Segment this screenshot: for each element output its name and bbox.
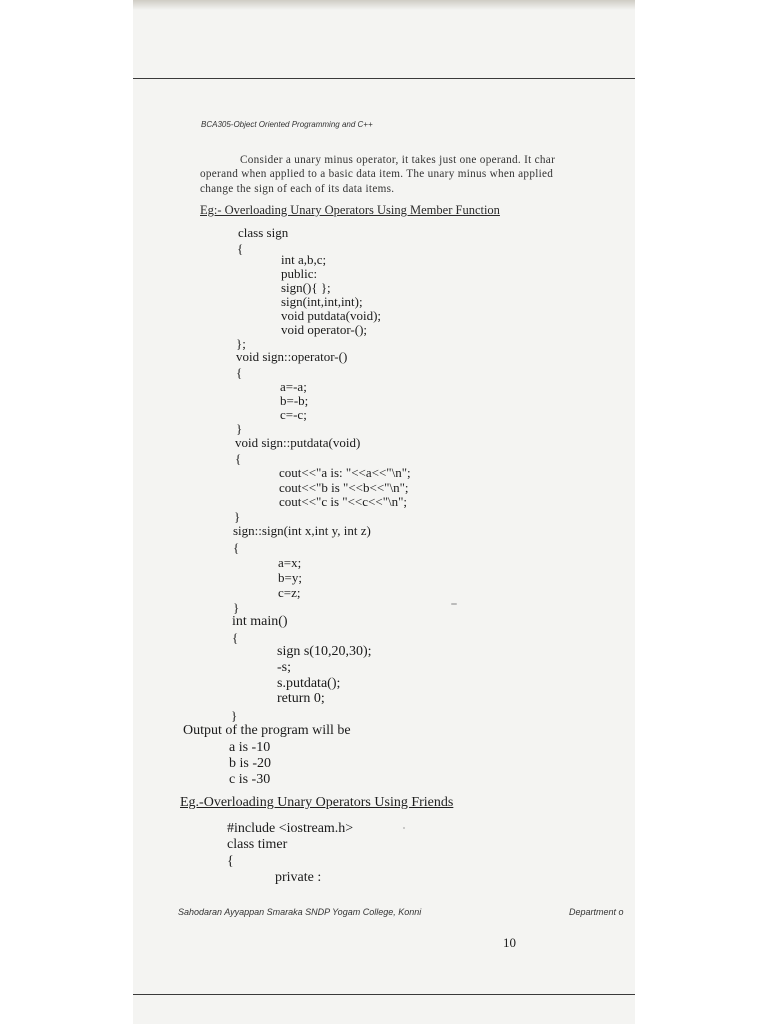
- code-line: class timer: [227, 837, 288, 852]
- output-line: a is -10: [229, 740, 271, 755]
- document-page: [133, 0, 635, 1024]
- code-line: s.putdata();: [277, 676, 341, 691]
- code-line: a=-a;: [280, 379, 307, 394]
- code-line: }: [233, 600, 240, 615]
- section-heading-member-function: Eg:- Overloading Unary Operators Using Member Function: [200, 203, 500, 217]
- code-line: -s;: [277, 660, 291, 675]
- code-line: sign(int,int,int);: [281, 294, 363, 309]
- code-line: a=x;: [278, 555, 302, 570]
- code-line: private :: [275, 870, 322, 885]
- code-line: int a,b,c;: [281, 252, 327, 267]
- code-line: b=-b;: [280, 393, 309, 408]
- output-line: b is -20: [229, 756, 271, 771]
- code-line: {: [227, 854, 234, 869]
- code-line: public:: [281, 266, 318, 281]
- footer-department: Department o: [569, 907, 624, 917]
- code-line: {: [235, 451, 242, 466]
- code-line: c=-c;: [280, 407, 307, 422]
- code-line: cout<<"a is: "<<a<<"\n";: [279, 465, 411, 480]
- code-line: cout<<"c is "<<c<<"\n";: [279, 494, 408, 509]
- code-line: sign::sign(int x,int y, int z): [233, 523, 371, 538]
- paper-speck: [451, 603, 457, 605]
- code-line: void sign::putdata(void): [235, 435, 361, 450]
- code-line: int main(): [232, 614, 288, 629]
- intro-line-2: operand when applied to a basic data item. The unary minus when applied: [200, 168, 554, 180]
- code-line: };: [236, 336, 246, 351]
- code-line: void sign::operator-(): [236, 349, 348, 364]
- course-header: BCA305-Object Oriented Programming and C++: [201, 120, 373, 129]
- output-label: Output of the program will be: [183, 723, 351, 738]
- header-rule: [133, 78, 635, 79]
- code-line: cout<<"b is "<<b<<"\n";: [279, 480, 409, 495]
- code-line: {: [237, 241, 244, 256]
- intro-line-1: Consider a unary minus operator, it takes just one operand. It char: [240, 154, 556, 166]
- code-line: void operator-();: [281, 322, 368, 337]
- output-line: c is -30: [229, 772, 271, 787]
- code-line: }: [236, 421, 243, 436]
- code-line: {: [236, 365, 243, 380]
- code-line: c=z;: [278, 585, 301, 600]
- footer-college: Sahodaran Ayyappan Smaraka SNDP Yogam College, Konni: [178, 907, 422, 917]
- page-top-shadow: [133, 0, 635, 10]
- code-line: void putdata(void);: [281, 308, 382, 323]
- code-line: {: [233, 540, 240, 555]
- code-line: }: [231, 708, 238, 723]
- code-line: {: [232, 630, 239, 645]
- paper-speck: [403, 827, 405, 829]
- page-number: 10: [503, 935, 516, 950]
- intro-line-3: change the sign of each of its data items.: [200, 183, 395, 195]
- code-line: #include <iostream.h>: [227, 821, 354, 836]
- code-line: return 0;: [277, 691, 325, 706]
- code-line: class sign: [238, 225, 289, 240]
- code-line: b=y;: [278, 570, 302, 585]
- code-line: sign s(10,20,30);: [277, 644, 372, 659]
- section-heading-friends: Eg.-Overloading Unary Operators Using Friends: [180, 795, 454, 810]
- code-line: sign(){ };: [281, 280, 331, 295]
- code-line: }: [234, 509, 241, 524]
- footer-rule: [133, 994, 635, 995]
